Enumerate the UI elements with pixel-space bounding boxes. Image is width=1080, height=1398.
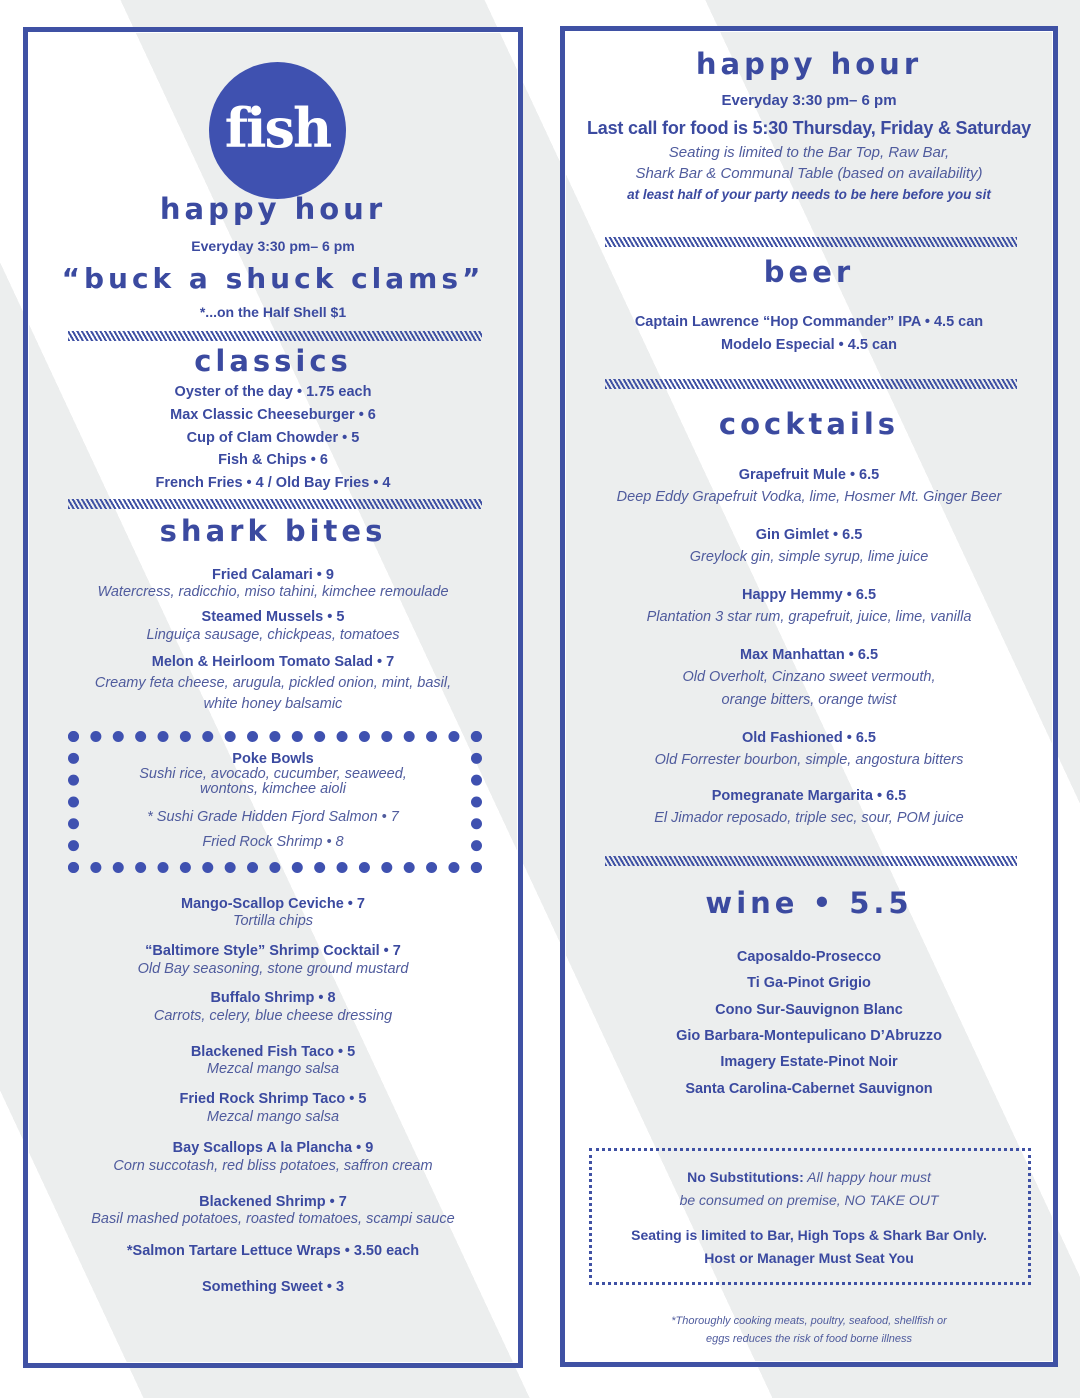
poke-desc-line: Sushi rice, avocado, cucumber, seaweed, [139, 766, 407, 782]
menu-item-name: *Salmon Tartare Lettuce Wraps • 3.50 each [126, 1243, 420, 1259]
cocktail-desc: orange bitters, orange twist [721, 692, 897, 708]
food-menu-panel [23, 27, 523, 1368]
menu-item-desc: Mezcal mango salsa [206, 1061, 340, 1077]
no-substitutions-label: No Substitutions: [687, 1169, 804, 1185]
menu-item-name: Something Sweet • 3 [201, 1279, 345, 1295]
cocktails-heading: cocktails [718, 407, 900, 441]
menu-item-name: Buffalo Shrimp • 8 [210, 990, 336, 1006]
food-safety-footnote: *Thoroughly cooking meats, poultry, seafood, shellfish or [671, 1315, 947, 1327]
happy-hour-title: happy hour [695, 47, 923, 81]
menu-item-name: “Baltimore Style” Shrimp Cocktail • 7 [145, 943, 401, 959]
beer-item: Modelo Especial • 4.5 can [721, 337, 897, 353]
cocktail-desc: Greylock gin, simple syrup, lime juice [689, 549, 929, 565]
wine-item: Imagery Estate-Pinot Noir [720, 1054, 898, 1070]
wine-heading: wine • 5.5 [705, 886, 913, 920]
menu-item-desc: Watercress, radicchio, miso tahini, kimchee remoulade [97, 584, 449, 600]
hatched-divider [605, 237, 1017, 247]
menu-item-name: Fried Calamari • 9 [212, 567, 334, 583]
take-out-text: be consumed on premise, NO TAKE OUT [679, 1192, 939, 1208]
fish-logo [209, 62, 346, 199]
menu-item-desc: Carrots, celery, blue cheese dressing [153, 1008, 393, 1024]
poke-desc [28, 766, 518, 782]
host-seat-text: Host or Manager Must Seat You [704, 1250, 914, 1266]
hours-text: Everyday 3:30 pm– 6 pm [191, 238, 355, 254]
cocktail-desc: Old Overholt, Cinzano sweet vermouth, [682, 669, 936, 685]
menu-item-name: Melon & Heirloom Tomato Salad • 7 [151, 654, 395, 670]
wine-item: Gio Barbara-Montepulicano D’Abruzzo [676, 1028, 942, 1044]
menu-item: Oyster of the day • 1.75 each [174, 384, 372, 400]
drinks-menu-panel [560, 26, 1058, 1367]
menu-item: French Fries • 4 / Old Bay Fries • 4 [155, 475, 391, 491]
menu-item-name: Mango-Scallop Ceviche • 7 [181, 896, 365, 912]
menu-item: Cup of Clam Chowder • 5 [186, 430, 360, 446]
wine-item: Cono Sur-Sauvignon Blanc [715, 1002, 903, 1018]
hatched-divider [605, 379, 1017, 389]
cocktail-name: Grapefruit Mule • 6.5 [738, 467, 880, 483]
poke-bowls-title: Poke Bowls [232, 751, 314, 767]
last-call-text: Last call for food is 5:30 Thursday, Friday & Saturday [587, 118, 1031, 138]
happy-hour-title: happy hour [159, 192, 387, 226]
beer-item: Captain Lawrence “Hop Commander” IPA • 4.5 can [634, 314, 984, 330]
seating-limit-text: Seating is limited to Bar, High Tops & Shark Bar Only. [631, 1227, 987, 1243]
no-substitutions-text [565, 1169, 1053, 1185]
menu-item: Fish & Chips • 6 [218, 452, 328, 468]
cocktail-desc: Deep Eddy Grapefruit Vodka, lime, Hosmer Mt. Ginger Beer [616, 489, 1002, 505]
cocktail-name: Gin Gimlet • 6.5 [755, 527, 863, 543]
poke-desc-2: wontons, kimchee aioli [200, 781, 346, 797]
poke-option: * Sushi Grade Hidden Fjord Salmon • 7 [147, 809, 399, 825]
party-rule-text: at least half of your party needs to be here before you sit [627, 187, 991, 202]
cocktail-name: Pomegranate Margarita • 6.5 [711, 788, 907, 804]
menu-item-desc: Tortilla chips [232, 913, 314, 929]
menu-item-desc: Basil mashed potatoes, roasted tomatoes, scampi sauce [91, 1211, 455, 1227]
hours-text: Everyday 3:30 pm– 6 pm [721, 92, 897, 109]
cocktail-name: Happy Hemmy • 6.5 [741, 587, 877, 603]
cocktail-name: Max Manhattan • 6.5 [739, 647, 879, 663]
menu-item-name: Blackened Fish Taco • 5 [190, 1044, 356, 1060]
beer-heading: beer [763, 255, 855, 289]
cocktail-desc: Old Forrester bourbon, simple, angostura bitters [654, 752, 964, 768]
hatched-divider [68, 331, 482, 341]
menu-item-desc: Old Bay seasoning, stone ground mustard [137, 961, 409, 977]
cocktail-name: Old Fashioned • 6.5 [742, 730, 876, 746]
classics-heading: classics [194, 344, 352, 378]
food-safety-footnote: eggs reduces the risk of food borne illness [705, 1333, 913, 1345]
wine-item: Ti Ga-Pinot Grigio [747, 975, 871, 991]
no-substitutions-body: All happy hour must [803, 1169, 931, 1185]
menu-item-name: Blackened Shrimp • 7 [199, 1194, 347, 1210]
seating-text: Shark Bar & Communal Table (based on availability) [635, 165, 983, 182]
seating-text: Seating is limited to the Bar Top, Raw Bar, [668, 144, 950, 161]
hatched-divider [68, 499, 482, 509]
menu-item-desc: Mezcal mango salsa [206, 1109, 340, 1125]
menu-item: Max Classic Cheeseburger • 6 [170, 407, 376, 423]
cocktail-desc: Plantation 3 star rum, grapefruit, juice, lime, vanilla [646, 609, 972, 625]
menu-item-name: Steamed Mussels • 5 [201, 609, 345, 625]
promo-note: *...on the Half Shell $1 [199, 304, 347, 320]
menu-item-desc: Linguiça sausage, chickpeas, tomatoes [146, 627, 400, 643]
menu-item-desc: Creamy feta cheese, arugula, pickled onion, mint, basil, [94, 675, 452, 691]
shark-bites-heading: shark bites [159, 514, 387, 548]
menu-item-desc: white honey balsamic [203, 696, 343, 712]
hatched-divider [605, 856, 1017, 866]
poke-option: Fried Rock Shrimp • 8 [202, 834, 344, 850]
menu-item-name: Bay Scallops A la Plancha • 9 [172, 1140, 374, 1156]
cocktail-desc: El Jimador reposado, triple sec, sour, POM juice [654, 810, 964, 826]
logo-text: fish [224, 95, 331, 160]
menu-item-desc: Corn succotash, red bliss potatoes, saffron cream [113, 1158, 433, 1174]
menu-item-name: Fried Rock Shrimp Taco • 5 [179, 1091, 367, 1107]
wine-item: Caposaldo-Prosecco [736, 949, 882, 965]
wine-item: Santa Carolina-Cabernet Sauvignon [685, 1081, 933, 1097]
promo-title: “buck a shuck clams” [61, 262, 485, 295]
